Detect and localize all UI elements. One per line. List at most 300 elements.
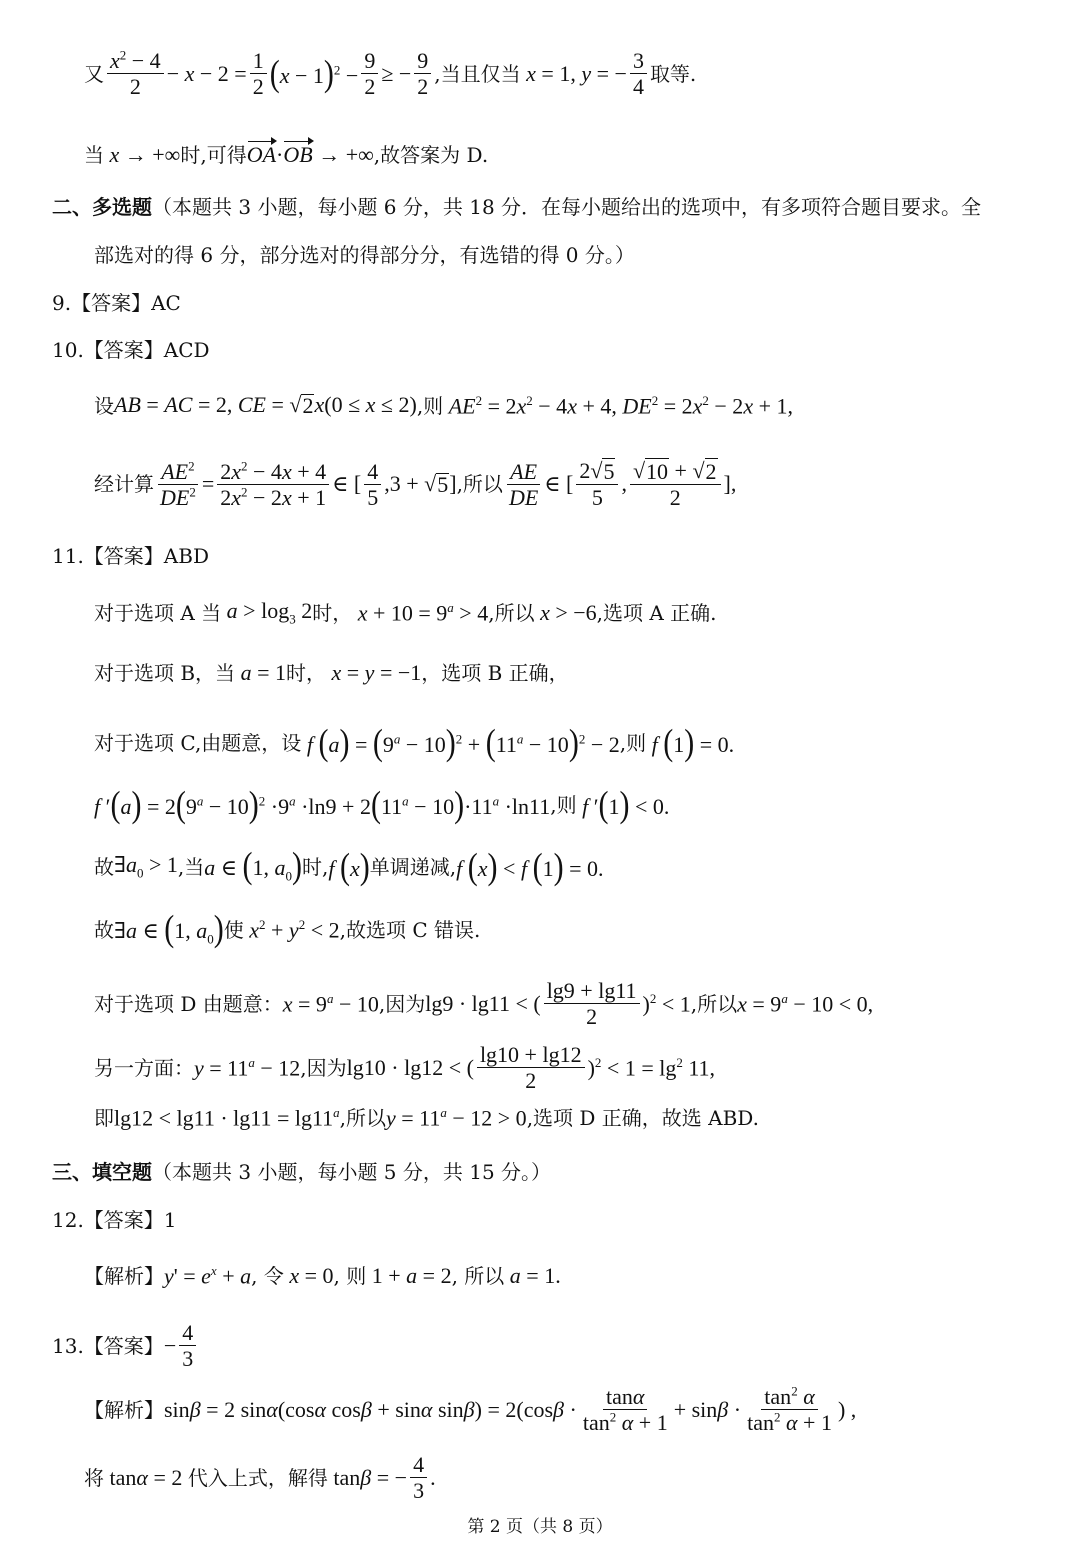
- text: ): [568, 721, 579, 763]
- text: ,则: [416, 393, 444, 418]
- text: f: [520, 855, 528, 881]
- text: $x = 9^a - 10$: [282, 991, 379, 1017]
- text: ,则: [550, 793, 577, 817]
- text: 9: [414, 48, 431, 74]
- text: 2: [241, 484, 248, 500]
- text: a: [226, 598, 238, 623]
- text: ): [487, 845, 498, 887]
- text: ,选项 A 正确.: [596, 600, 717, 625]
- text: 13.【答案】: [52, 1333, 164, 1358]
- text: $2x^2 - 4x + 4$: [217, 459, 329, 485]
- text: 故: [94, 917, 114, 942]
- text: 3: [413, 1478, 425, 1504]
- text: 2: [651, 393, 659, 408]
- text: x: [314, 392, 325, 418]
- text: tanα = 2: [104, 1464, 188, 1490]
- text: CE: [237, 392, 266, 418]
- text: 2√ 5: [576, 458, 618, 485]
- text: β: [717, 1396, 729, 1422]
- text: x: [477, 855, 488, 881]
- text: AE: [448, 393, 476, 419]
- text: AE: [510, 458, 538, 484]
- text: 使: [223, 917, 244, 942]
- text: 2: [119, 47, 127, 63]
- text: x: [516, 393, 527, 419]
- text: ): [445, 721, 456, 763]
- text: (: [485, 721, 496, 763]
- text: [328, 845, 370, 887]
- text: β: [463, 1396, 475, 1422]
- q12-solution: [84, 1264, 561, 1287]
- text: 三、填空题: [52, 1160, 152, 1184]
- text: 4: [410, 1452, 427, 1478]
- text: α: [136, 1464, 148, 1490]
- text: β: [553, 1396, 564, 1422]
- q11-option-a: [94, 600, 717, 625]
- text: , 所以: [451, 1263, 505, 1288]
- answer-10: [52, 340, 210, 360]
- text: x: [743, 393, 754, 419]
- text: , 令: [251, 1263, 284, 1288]
- text: f: [651, 732, 658, 757]
- text: DE: [622, 393, 652, 419]
- q11-option-d-3: [94, 1106, 759, 1129]
- text: 当: [84, 143, 104, 167]
- text: $y = 11^a - 12$: [194, 1055, 301, 1081]
- text: (: [110, 783, 121, 825]
- text: y: [386, 1105, 396, 1131]
- q11-option-d-1: [94, 978, 873, 1030]
- text: 2: [773, 1409, 781, 1425]
- text: 时,可得: [180, 143, 247, 167]
- text: ): [323, 52, 334, 94]
- fraction: [544, 978, 640, 1030]
- text: x > −6: [540, 599, 597, 625]
- text: ): [553, 845, 564, 887]
- text: 2: [475, 393, 483, 408]
- text: y: [288, 917, 299, 943]
- text: 4: [364, 459, 381, 485]
- text: 2: [189, 484, 196, 500]
- text: f: [456, 855, 463, 881]
- text: 2: [259, 917, 266, 933]
- line-2: [84, 144, 488, 166]
- text: 对于选项 B，当: [94, 661, 236, 685]
- text: a: [274, 855, 286, 880]
- text: a: [440, 1105, 447, 1120]
- text: $a > \log_3 2$: [226, 598, 313, 627]
- text: 时，: [285, 661, 326, 685]
- text: 对于选项 D 由题意：: [94, 991, 283, 1016]
- text: 5: [367, 484, 379, 510]
- text: a: [240, 660, 252, 685]
- text: 故: [94, 854, 114, 879]
- text: lg9 + lg11: [544, 978, 640, 1004]
- text: ): [339, 721, 350, 763]
- text: 将: [84, 1465, 104, 1490]
- text: a: [492, 793, 500, 809]
- text: 1: [250, 48, 267, 74]
- text: 2: [417, 74, 429, 100]
- text: ): [619, 783, 630, 825]
- text: x: [282, 991, 293, 1017]
- text: ,故答案为 D.: [373, 143, 489, 167]
- text: + sinβ ·: [673, 1396, 742, 1422]
- text: 单调递减,: [369, 854, 457, 879]
- text: a: [781, 991, 788, 1007]
- text: ): [213, 907, 224, 949]
- text: 2: [594, 1055, 602, 1071]
- text: sinβ = 2 sinα(cosα cosβ + sinα sinβ) = 2(cosβ ·: [164, 1396, 577, 1422]
- text: √ 10 + √ 2: [630, 458, 721, 485]
- text: f ′(1) < 0.: [582, 783, 670, 825]
- text: (: [175, 783, 186, 825]
- text: $x^2 + y^2 < 2$: [249, 917, 340, 943]
- text: 4: [632, 74, 644, 100]
- text: x: [331, 660, 342, 685]
- text: x → +∞: [109, 142, 181, 167]
- text: a: [509, 1262, 521, 1288]
- text: β: [189, 1396, 201, 1422]
- text: ,故选项 C 错误.: [339, 917, 481, 942]
- fraction: [744, 1384, 835, 1436]
- text: (: [242, 844, 253, 886]
- text: a ∈ (1, $a_0$): [204, 844, 303, 886]
- text: lg10 + lg12: [477, 1042, 585, 1068]
- q11-option-c-2: [94, 783, 670, 825]
- text: √ 2: [289, 392, 314, 419]
- text: f $(a) = (9^a - 10)^2 + (11^a - 10)^2 - 2$: [306, 721, 620, 763]
- text: x: [231, 458, 242, 484]
- text: $x = 9^a - 10 < 0$,: [737, 991, 874, 1017]
- line-1: [84, 48, 696, 100]
- text: 5: [437, 471, 449, 497]
- text: 2: [129, 74, 141, 100]
- text: (: [318, 721, 329, 763]
- text: =: [201, 471, 215, 497]
- text: 0: [207, 931, 214, 947]
- text: [506, 485, 541, 510]
- text: ,所以: [339, 1105, 386, 1130]
- text: x: [279, 62, 290, 88]
- q13-solution-2: [84, 1452, 436, 1504]
- text: a: [204, 855, 216, 880]
- fraction: [179, 1320, 196, 1372]
- text: 0: [285, 868, 293, 884]
- text: ): [684, 721, 695, 763]
- text: AB = AC = 2, CE = √ 2 x(0 ≤ x ≤ 2): [114, 392, 417, 419]
- fraction: [630, 48, 647, 100]
- text: (: [370, 783, 381, 825]
- text: 二、多选题: [52, 195, 152, 219]
- text: a = 1: [240, 660, 286, 685]
- text: f (x) < f (1) = 0.: [456, 845, 604, 887]
- text: 2: [241, 458, 248, 474]
- text: lg9 · lg11 < (: [425, 990, 541, 1016]
- section-2-header-cont: [94, 245, 635, 265]
- answer-11: [52, 546, 209, 566]
- text: 2: [702, 393, 709, 408]
- text: − x − 2 =: [166, 60, 247, 86]
- text: a: [393, 731, 401, 747]
- text: 2: [649, 991, 657, 1007]
- text: a: [196, 918, 208, 943]
- text: a: [328, 732, 340, 757]
- section-3-header: [52, 1162, 551, 1182]
- fraction: [157, 459, 199, 511]
- text: tanβ = −: [327, 1464, 408, 1490]
- text: AC: [164, 392, 193, 418]
- text: x: [110, 48, 120, 73]
- text: 时,: [302, 854, 329, 879]
- text: 2: [669, 485, 681, 511]
- text: $(x - 1)^2$ −: [269, 52, 359, 94]
- text: x: [231, 484, 242, 510]
- text: x: [210, 1263, 217, 1278]
- text: β: [360, 1464, 372, 1490]
- text: √ 10: [632, 458, 669, 484]
- text: ∃a ∈ (1, $a_0$): [114, 907, 224, 949]
- text: ): [131, 783, 142, 825]
- text: 【解析】: [84, 1397, 164, 1422]
- text: α: [621, 1410, 634, 1436]
- text: √ 5: [590, 458, 615, 484]
- text: α: [632, 1384, 645, 1409]
- text: ): [248, 783, 259, 825]
- text: DE: [160, 484, 190, 510]
- text: 5: [603, 459, 615, 484]
- text: ,所以: [488, 600, 535, 625]
- text: 部选对的得 6 分，部分选对的得部分分，有选错的得 0 分。）: [94, 243, 635, 267]
- fraction: [506, 459, 541, 511]
- text: 【解析】: [84, 1263, 164, 1288]
- text: 另一方面：: [94, 1055, 194, 1080]
- text: 2: [578, 731, 586, 747]
- answer-12: [52, 1210, 177, 1230]
- text: −: [163, 1332, 177, 1358]
- text: a: [406, 1262, 418, 1288]
- text: , 则: [333, 1263, 367, 1288]
- text: x = 1, y = −: [526, 60, 627, 86]
- text: ): [359, 845, 370, 887]
- text: (: [269, 52, 280, 94]
- text: f $'(a) = 2(9^a - 10)^2 \cdot 9^a \cdot\ln 9 + 2(11^a - 10)\cdot 11^a \cdot\ln 11$: [94, 783, 551, 825]
- text: x = y = −1: [331, 660, 422, 685]
- q10-line-1: [94, 394, 793, 417]
- q10-line-2: [94, 458, 736, 511]
- text: √ 5: [424, 470, 449, 497]
- text: a: [240, 1263, 252, 1289]
- text: x: [567, 393, 577, 419]
- text: a: [248, 1055, 255, 1071]
- text: $AE^2 = 2x^2 - 4x + 4$, $DE^2 = 2x^2 - 2x + 1$,: [448, 393, 793, 419]
- fraction: [410, 1452, 427, 1504]
- text: x: [249, 917, 259, 943]
- text: x: [281, 484, 292, 510]
- text: a: [125, 852, 137, 877]
- text: f: [94, 794, 101, 819]
- text: y: [364, 660, 375, 685]
- text: OB: [283, 142, 313, 167]
- text: a: [196, 793, 204, 809]
- text: $\tan^2 \alpha + 1$: [582, 1409, 668, 1436]
- text: a: [333, 1105, 340, 1120]
- text: 2: [586, 1004, 598, 1030]
- text: x: [350, 855, 360, 881]
- text: ∈ [: [332, 471, 362, 497]
- fraction: [576, 458, 618, 511]
- text: ,所以: [456, 472, 503, 497]
- text: ,则: [619, 731, 647, 755]
- q13-solution-1: [84, 1384, 856, 1436]
- text: ) ,: [837, 1396, 857, 1422]
- text: y: [164, 1263, 174, 1289]
- answer-9: [52, 293, 181, 313]
- text: α: [803, 1384, 815, 1409]
- text: 2: [705, 459, 717, 484]
- fraction: [361, 48, 378, 100]
- text: 10.【答案】ACD: [52, 338, 210, 362]
- fraction: [107, 48, 164, 100]
- fraction: [217, 459, 329, 511]
- fraction: [630, 458, 721, 511]
- text: ,因为: [378, 991, 426, 1016]
- text: [507, 459, 540, 485]
- text: tanα: [603, 1384, 647, 1410]
- text: $x + 10 = 9^a > 4$: [357, 600, 489, 626]
- fraction: [250, 48, 267, 100]
- text: 对于选项 C,由题意，设: [94, 731, 302, 755]
- text: 9: [361, 48, 378, 74]
- text: a: [516, 731, 524, 747]
- text: a: [289, 793, 296, 809]
- text: x = 0: [289, 1262, 334, 1288]
- text: α: [420, 1396, 433, 1422]
- text: $2x^2 - 2x + 1$: [220, 484, 327, 510]
- q11-option-d-2: [94, 1042, 715, 1094]
- text: f: [582, 794, 589, 819]
- text: $\lg 12 < \lg 11 \cdot \lg 11 = \lg 11^a$: [114, 1105, 340, 1131]
- text: 2: [333, 62, 341, 78]
- text: x: [737, 991, 747, 1017]
- text: )$^2$ < 1: [642, 991, 691, 1017]
- text: 设: [94, 393, 114, 418]
- text: DE: [508, 484, 539, 510]
- q11-option-b: [94, 662, 569, 684]
- text: 3: [630, 48, 647, 74]
- text: (: [164, 907, 175, 949]
- text: 即: [94, 1105, 114, 1130]
- q11-option-c-4: [94, 907, 481, 949]
- text: AB: [114, 392, 141, 418]
- text: 10: [646, 459, 669, 484]
- text: ): [292, 844, 303, 886]
- text: [158, 459, 197, 485]
- text: AE: [161, 458, 189, 484]
- text: 2: [364, 74, 376, 100]
- text: 5: [591, 485, 603, 511]
- text: 3: [289, 611, 296, 627]
- text: (: [663, 721, 674, 763]
- text: 2: [252, 74, 264, 100]
- text: $\tan^2 \alpha + 1$: [747, 1409, 832, 1436]
- text: ,当: [177, 854, 205, 879]
- fraction: [414, 48, 431, 100]
- text: ,3 + √ 5 ]: [384, 470, 457, 497]
- text: ,选项 D 正确，故选 ABD.: [526, 1105, 759, 1130]
- text: x: [540, 599, 550, 625]
- text: e: [201, 1263, 211, 1289]
- text: α: [314, 1396, 327, 1422]
- text: a: [120, 794, 132, 819]
- text: ],: [723, 471, 737, 497]
- text: OA: [246, 142, 277, 167]
- text: f: [306, 732, 313, 757]
- text: β: [360, 1396, 372, 1422]
- text: (: [372, 721, 383, 763]
- text: ∈ [: [544, 471, 574, 497]
- text: $y = 11^a - 12 > 0$: [386, 1105, 527, 1131]
- q11-option-c-1: [94, 721, 735, 763]
- q11-option-c-3: [94, 844, 604, 887]
- text: ≥ −: [381, 60, 412, 86]
- text: x: [365, 392, 376, 418]
- text: 2: [791, 1383, 798, 1399]
- text: ,因为: [300, 1055, 347, 1080]
- fraction: [580, 1384, 671, 1436]
- text: 9.【答案】AC: [52, 291, 181, 315]
- text: y: [194, 1055, 204, 1081]
- text: x: [289, 1262, 300, 1288]
- text: 2: [302, 393, 314, 419]
- text: $y' = e^x + a$: [164, 1263, 252, 1289]
- text: 0: [136, 865, 144, 881]
- text: ): [454, 783, 465, 825]
- text: x: [184, 60, 195, 86]
- text: (: [532, 845, 543, 887]
- text: x: [526, 60, 536, 86]
- text: ,所以: [690, 991, 738, 1016]
- text: 时，: [312, 600, 353, 625]
- text: 2: [676, 1055, 683, 1071]
- text: α: [785, 1410, 798, 1436]
- text: 1 + a = 2: [366, 1262, 452, 1288]
- fraction: [364, 459, 381, 511]
- text: x: [692, 393, 703, 419]
- text: x: [281, 458, 292, 484]
- text: 代入上式，解得: [187, 1465, 328, 1490]
- text: $x^2 - 4$: [107, 48, 164, 74]
- text: 经计算: [94, 472, 154, 497]
- text: 2: [188, 458, 195, 474]
- text: 对于选项 A 当: [94, 600, 222, 625]
- text: 4: [179, 1320, 196, 1346]
- fraction: [477, 1042, 585, 1094]
- text: α: [266, 1396, 278, 1422]
- text: .: [430, 1464, 436, 1490]
- text: ,: [621, 471, 627, 497]
- text: 取等.: [649, 61, 697, 86]
- text: lg10 · lg12 < (: [346, 1054, 474, 1080]
- answer-13: [52, 1320, 199, 1372]
- text: a = 1.: [509, 1262, 561, 1288]
- text: 11.【答案】ABD: [52, 544, 209, 568]
- text: 2: [455, 731, 463, 747]
- text: a: [402, 793, 409, 809]
- text: √ 2: [692, 458, 717, 484]
- page-footer: 第 2 页（共 8 页）: [467, 1517, 613, 1537]
- text: ，选项 B 正确，: [421, 661, 569, 685]
